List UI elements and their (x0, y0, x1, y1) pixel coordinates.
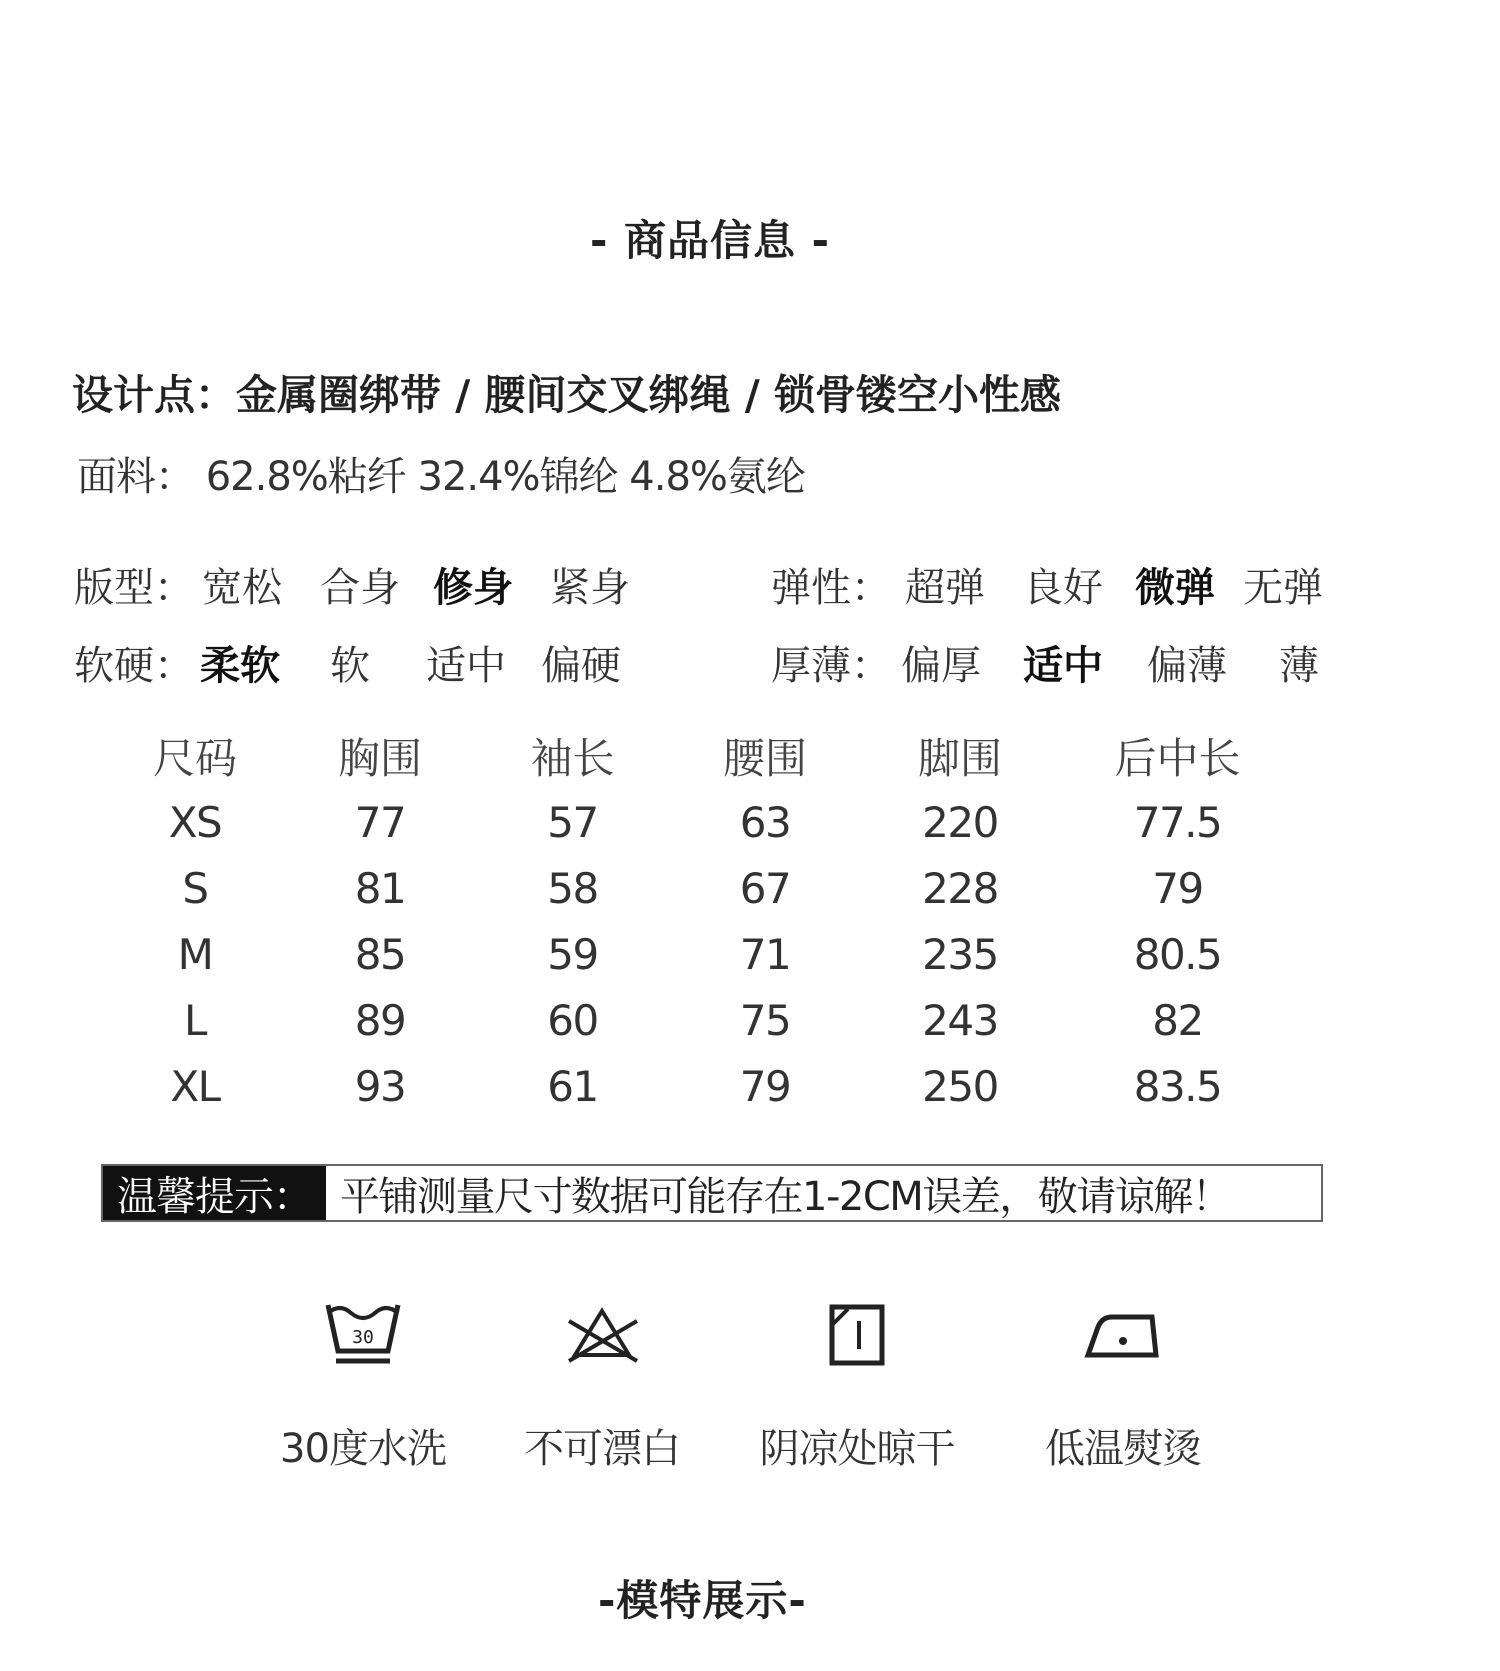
care-label: 不可漂白 (524, 1426, 680, 1472)
table-cell: 75 (739, 995, 791, 1045)
size-table-header: 胸围 (337, 734, 422, 783)
table-row (110, 855, 1300, 921)
table-cell: 235 (922, 929, 998, 979)
attr-thickness-label: 厚薄： (771, 643, 891, 689)
attr-softness-option: 软 (330, 643, 370, 689)
table-cell: 71 (739, 929, 791, 979)
attr-fit-option: 合身 (320, 565, 400, 611)
table-cell: 85 (354, 929, 406, 979)
table-cell: 77.5 (1133, 797, 1222, 847)
care-item-wash (258, 1293, 468, 1474)
table-cell: XS (168, 797, 222, 847)
attr-elasticity-option: 无弹 (1243, 565, 1323, 611)
attr-elasticity-option: 良好 (1023, 565, 1103, 611)
table-cell: 82 (1152, 995, 1203, 1045)
attr-softness-option: 适中 (426, 643, 506, 689)
table-cell: 250 (922, 1061, 998, 1111)
care-item-bleach (497, 1293, 707, 1474)
section-title-model-show: -模特展示- (598, 1576, 807, 1625)
table-cell: XL (170, 1061, 220, 1111)
attr-fit-label: 版型： (74, 565, 194, 611)
attr-elasticity-option-selected: 微弹 (1135, 565, 1215, 611)
measurement-tip (101, 1164, 1323, 1222)
table-row (110, 1053, 1300, 1119)
attr-softness-option: 偏硬 (541, 643, 621, 689)
size-table-header: 后中长 (1114, 734, 1241, 783)
table-cell: 93 (354, 1061, 406, 1111)
table-cell: L (184, 995, 206, 1045)
attr-softness-option-selected: 柔软 (200, 643, 280, 689)
table-cell: 81 (354, 863, 406, 913)
table-cell: 77 (354, 797, 406, 847)
size-table (110, 723, 1300, 1119)
attr-elasticity (771, 556, 1323, 613)
table-cell: S (182, 863, 208, 913)
fabric-composition: 面料： 62.8%粘纤 32.4%锦纶 4.8%氨纶 (77, 454, 805, 500)
care-label: 30度水洗 (280, 1426, 446, 1472)
table-cell: 63 (739, 797, 791, 847)
table-cell: 58 (547, 863, 598, 913)
care-label: 低温熨烫 (1045, 1426, 1201, 1472)
size-table-header: 袖长 (530, 734, 615, 783)
table-cell: 228 (922, 863, 998, 913)
table-row (110, 987, 1300, 1053)
attr-elasticity-option: 超弹 (905, 565, 985, 611)
table-cell: 220 (922, 797, 998, 847)
attr-thickness-option-selected: 适中 (1023, 643, 1103, 689)
table-cell: 60 (547, 995, 598, 1045)
care-item-iron (1018, 1293, 1228, 1474)
attr-softness-label: 软硬： (74, 643, 194, 689)
attr-fit-option-selected: 修身 (433, 565, 513, 611)
attr-softness (74, 634, 621, 691)
size-table-header: 脚围 (917, 734, 1002, 783)
attr-thickness-option: 薄 (1279, 643, 1319, 689)
table-cell: 83.5 (1133, 1061, 1222, 1111)
section-title-product-info: - 商品信息 - (590, 216, 831, 265)
no-bleach-icon (557, 1293, 647, 1373)
attr-elasticity-label: 弹性： (771, 565, 891, 611)
table-row (110, 789, 1300, 855)
wash-temperature: 30 (352, 1327, 374, 1348)
attr-fit (74, 556, 630, 613)
table-cell: 79 (1152, 863, 1203, 913)
wash-30-icon (318, 1293, 408, 1373)
attr-thickness-option: 偏薄 (1147, 643, 1227, 689)
table-cell: 89 (354, 995, 406, 1045)
low-iron-icon (1078, 1293, 1168, 1373)
care-item-dry (752, 1293, 962, 1474)
size-table-header: 尺码 (152, 734, 237, 783)
attr-fit-option: 宽松 (202, 565, 282, 611)
table-cell: 243 (922, 995, 998, 1045)
table-cell: M (177, 929, 213, 979)
table-cell: 79 (739, 1061, 791, 1111)
dry-in-shade-icon (812, 1293, 902, 1373)
design-points: 设计点：金属圈绑带 / 腰间交叉绑绳 / 锁骨镂空小性感 (72, 371, 1062, 419)
attr-thickness-option: 偏厚 (901, 643, 981, 689)
table-row (110, 921, 1300, 987)
size-table-header: 腰围 (722, 734, 807, 783)
table-cell: 61 (547, 1061, 598, 1111)
table-cell: 67 (739, 863, 791, 913)
attr-fit-option: 紧身 (550, 565, 630, 611)
table-cell: 57 (547, 797, 598, 847)
care-label: 阴凉处晾干 (759, 1426, 955, 1472)
size-table-header-row (110, 723, 1300, 789)
tip-text: 平铺测量尺寸数据可能存在1-2CM误差，敬请谅解！ (340, 1173, 1231, 1220)
table-cell: 80.5 (1133, 929, 1222, 979)
attr-thickness (771, 634, 1319, 691)
tip-label: 温馨提示： (103, 1166, 326, 1220)
table-cell: 59 (547, 929, 598, 979)
